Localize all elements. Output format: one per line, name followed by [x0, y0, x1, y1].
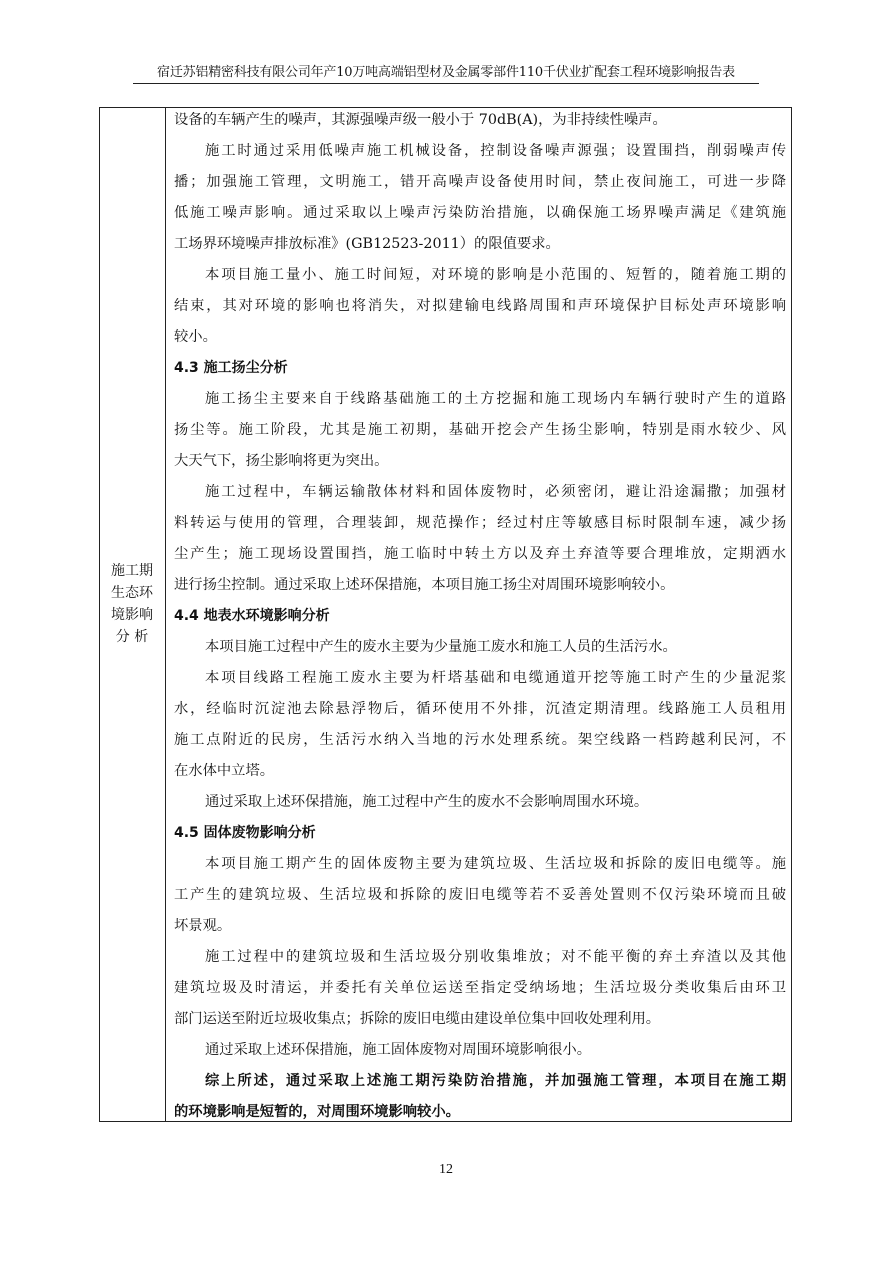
text-line: 施工扬尘主要来自于线路基础施工的土方挖掘和施工现场内车辆行驶时产生的道路: [205, 391, 786, 407]
text-line: 施工时通过采用低噪声施工机械设备，控制设备噪声源强；设置围挡，削弱噪声传: [205, 143, 786, 159]
text-line: 料转运与使用的管理，合理装卸，规范操作；经过村庄等敏感目标时限制车速，减少扬: [174, 515, 786, 531]
row-label-line: 境影响: [111, 607, 153, 623]
text-line: 扬尘等。施工阶段，尤其是施工初期，基础开挖会产生扬尘影响，特别是雨水较少、风: [174, 422, 786, 438]
text-line: 本项目施工量小、施工时间短，对环境的影响是小范围的、短暂的，随着施工期的: [205, 267, 786, 283]
text-line: 建筑垃圾及时清运，并委托有关单位运送至指定受纳场地；生活垃圾分类收集后由环卫: [174, 980, 786, 996]
text-line: 施工过程中的建筑垃圾和生活垃圾分别收集堆放；对不能平衡的弃土弃渣以及其他: [205, 949, 786, 965]
document-header-title: 宿迁苏铝精密科技有限公司年产10万吨高端铝型材及金属零部件110千伏业扩配套工程环境影响报告表: [157, 65, 735, 80]
text-line: 工产生的建筑垃圾、生活垃圾和拆除的废旧电缆等若不妥善处置则不仅污染环境而且破: [174, 887, 786, 903]
text-line: 结束，其对环境的影响也将消失，对拟建输电线路周围和声环境保护目标处声环境影响: [174, 298, 786, 314]
text-line: 在水体中立塔。: [174, 763, 275, 779]
row-label-line: 施工期: [111, 563, 153, 579]
text-line: 水，经临时沉淀池去除悬浮物后，循环使用不外排，沉渣定期清理。线路施工人员租用: [174, 701, 786, 717]
text-line: 尘产生；施工现场设置围挡，施工临时中转土方以及弃土弃渣等要合理堆放，定期洒水: [174, 546, 786, 562]
text-line: 坏景观。: [174, 918, 232, 934]
conclusion-line: 综上所述，通过采取上述施工期污染防治措施，并加强施工管理，本项目在施工期: [205, 1073, 786, 1089]
text-line: 本项目线路工程施工废水主要为杆塔基础和电缆通道开挖等施工时产生的少量泥浆: [205, 670, 786, 686]
row-label-construction-ecology: [102, 560, 162, 648]
section-heading-4-5: 4.5 固体废物影响分析: [174, 825, 316, 841]
text-line: 施工点附近的民房，生活污水纳入当地的污水处理系统。架空线路一档跨越利民河，不: [174, 732, 786, 748]
text-line: 播；加强施工管理，文明施工，错开高噪声设备使用时间，禁止夜间施工，可进一步降: [174, 174, 786, 190]
page-number: 12: [439, 1162, 453, 1177]
text-line: 本项目施工期产生的固体废物主要为建筑垃圾、生活垃圾和拆除的废旧电缆等。施: [205, 856, 786, 872]
text-line: 工场界环境噪声排放标准》(GB12523-2011）的限值要求。: [174, 236, 560, 252]
table-column-divider: [165, 107, 166, 1122]
text-line: 较小。: [174, 329, 217, 345]
row-label-line: 生态环: [111, 585, 153, 601]
analysis-text-body: [174, 108, 786, 1131]
header-underline: [133, 83, 759, 84]
row-label-line: 分 析: [115, 629, 149, 645]
text-line: 部门运送至附近垃圾收集点；拆除的废旧电缆由建设单位集中回收处理利用。: [174, 1011, 661, 1027]
section-heading-4-4: 4.4 地表水环境影响分析: [174, 608, 330, 624]
text-line: 低施工噪声影响。通过采取以上噪声污染防治措施，以确保施工场界噪声满足《建筑施: [174, 205, 786, 221]
conclusion-line: 的环境影响是短暂的，对周围环境影响较小。: [174, 1104, 460, 1120]
text-line: 设备的车辆产生的噪声，其源强噪声级一般小于 70dB(A)，为非持续性噪声。: [174, 112, 667, 128]
text-line: 通过采取上述环保措施，施工过程中产生的废水不会影响周围水环境。: [205, 794, 649, 810]
text-line: 进行扬尘控制。通过采取上述环保措施，本项目施工扬尘对周围环境影响较小。: [174, 577, 675, 593]
section-heading-4-3: 4.3 施工扬尘分析: [174, 360, 288, 376]
text-line: 大天气下，扬尘影响将更为突出。: [174, 453, 389, 469]
text-line: 本项目施工过程中产生的废水主要为少量施工废水和施工人员的生活污水。: [205, 639, 677, 655]
text-line: 通过采取上述环保措施，施工固体废物对周围环境影响很小。: [205, 1042, 592, 1058]
text-line: 施工过程中，车辆运输散体材料和固体废物时，必须密闭，避让沿途漏撒；加强材: [205, 484, 786, 500]
